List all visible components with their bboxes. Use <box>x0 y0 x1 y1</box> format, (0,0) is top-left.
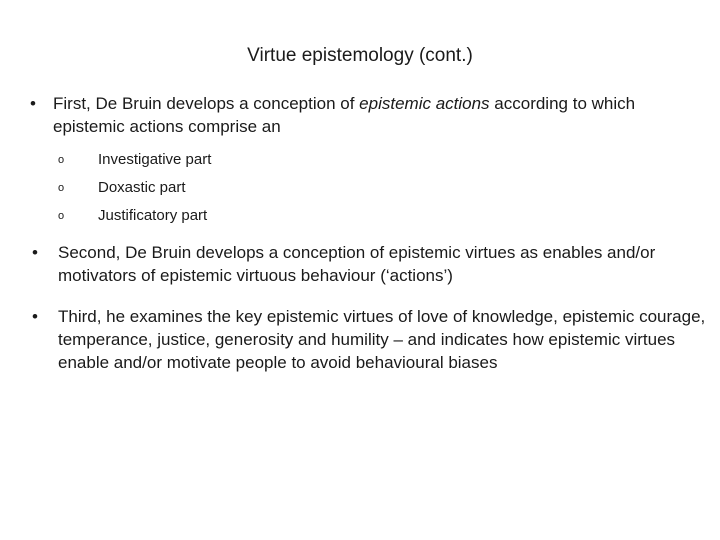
bullet-text-2: Second, De Bruin develops a conception of epistemic virtues as enables and/or motivators of epistemic virtuous behaviour (‘actions’) <box>58 243 656 285</box>
sub-bullet-marker: o <box>58 182 65 194</box>
slide-title: Virtue epistemology (cont.) <box>247 45 473 66</box>
bullet-marker: • <box>32 243 38 262</box>
sub-item-label: Investigative part <box>98 151 212 168</box>
sub-bullet-marker: o <box>58 154 65 166</box>
sub-item-label: Doxastic part <box>98 179 186 196</box>
sub-item-label: Justificatory part <box>98 207 208 224</box>
bullet-text-1-end: according to which epistemic actions comprise an <box>53 94 636 136</box>
bullet-text-1 <box>53 92 698 138</box>
bullet-marker: • <box>32 307 38 326</box>
sub-bullet-marker: o <box>58 210 65 222</box>
bullet-text-1-emphasis: epistemic actions <box>359 94 490 113</box>
bullet-text-1-start: First, De Bruin develops a conception of <box>53 94 360 113</box>
bullet-text-3: Third, he examines the key epistemic virtues of love of knowledge, epistemic courage, temperance, justice, generosity and humility – and indicates how epistemic virtues enable and/or motivate people to avoid behavioural biases <box>58 307 706 372</box>
bullet-marker: • <box>30 94 36 113</box>
